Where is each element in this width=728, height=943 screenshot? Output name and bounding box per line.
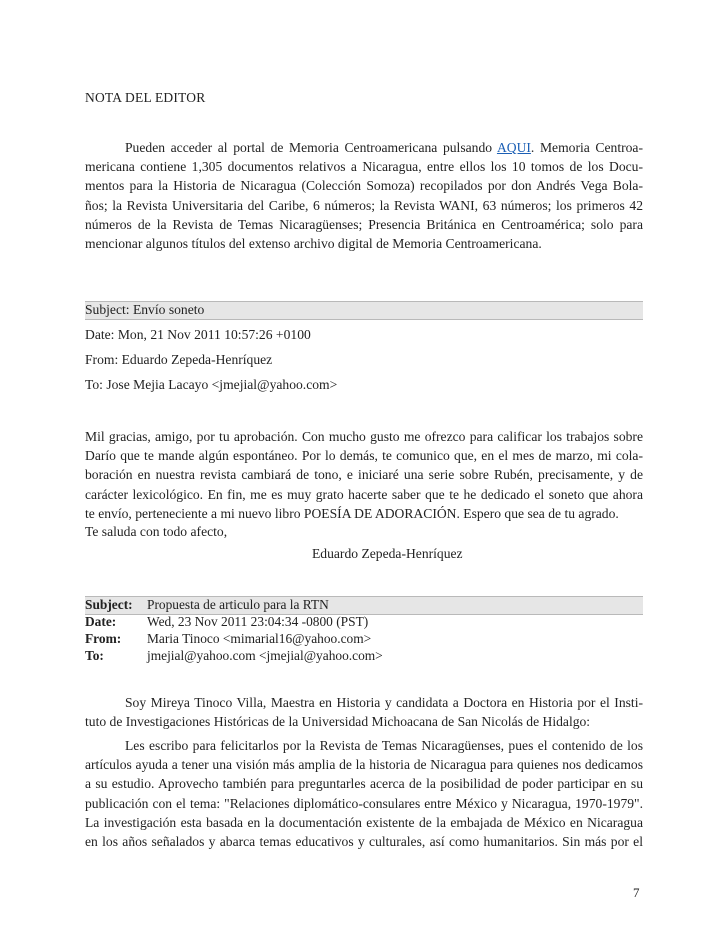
email1-date: Date: Mon, 21 Nov 2011 10:57:26 +0100 <box>85 327 311 342</box>
email2-body-line: en los años señalados y abarca temas educativos y culturales, así como humanitarios. Sin más por el <box>85 834 643 850</box>
intro-line: ños; la Revista Universitaria del Caribe, 6 números; la Revista WANI, 63 números; los primeros 42 <box>85 197 643 213</box>
email1-body-line: Darío que te mande algún espontáneo. Por lo demás, te comunico que, en el mes de marzo, mi cola- <box>85 448 643 464</box>
email2-date-label: Date: <box>85 614 117 629</box>
intro-text: Pueden acceder al portal de Memoria Centroamericana pulsando <box>125 140 497 155</box>
email1-body-line: te envío, perteneciente a mi nuevo libro POESÍA DE ADORACIÓN. Espero que sea de tu agrado. <box>85 505 619 521</box>
email2-date: Wed, 23 Nov 2011 23:04:34 -0800 (PST) <box>147 614 369 629</box>
email1-closing: Te saluda con todo afecto, <box>85 524 228 539</box>
aqui-link[interactable]: AQUI <box>496 140 531 155</box>
email2-from-label: From: <box>85 631 122 646</box>
intro-line: números de la Revista de Temas Nicaragüenses; Presencia Británica en Centroamérica; solo para <box>85 216 643 232</box>
email2-subject: Propuesta de articulo para la RTN <box>147 597 329 612</box>
email1-signature: Eduardo Zepeda-Henríquez <box>312 546 463 561</box>
email2-body-line: La investigación esta basada en la documentación existente de la embajada de México en Nicaragua <box>85 814 643 830</box>
email1-to: To: Jose Mejia Lacayo <jmejial@yahoo.com> <box>85 377 338 392</box>
intro-paragraph <box>85 138 643 253</box>
email1-from: From: Eduardo Zepeda-Henríquez <box>85 352 273 367</box>
intro-text-cont: . Memoria Centroa- <box>530 140 643 155</box>
email2-from: Maria Tinoco <mimarial16@yahoo.com> <box>147 631 372 646</box>
email2-paragraph-1 <box>85 693 643 731</box>
email1-body-line: boración en nuestra revista cambiará de tono, e iniciaré una serie sobre Rubén, precisamente, y de <box>85 467 643 483</box>
email2-body-line: publicación con el tema: "Relaciones diplomático-consulares entre México y Nicaragua, 1970-1979". <box>85 795 643 811</box>
email1-subject: Subject: Envío soneto <box>85 302 205 317</box>
email2-body-line: artículos ayuda a tener una visión más amplia de la historia de Nicaragua para quienes nos dedicamos <box>85 757 643 773</box>
email1-body <box>85 427 643 523</box>
email2-subject-label: Subject: <box>85 597 133 612</box>
email2-body-line: Soy Mireya Tinoco Villa, Maestra en Historia y candidata a Doctora en Historia por el Insti- <box>125 695 643 710</box>
page-title: NOTA DEL EDITOR <box>85 90 206 105</box>
email2-body-line: Les escribo para felicitarlos por la Revista de Temas Nicaragüenses, pues el contenido de los <box>125 738 643 753</box>
email1-body-line: Mil gracias, amigo, por tu aprobación. Con mucho gusto me ofrezco para calificar los trabajos sobre <box>85 429 643 444</box>
intro-line: mentos para la Historia de Nicaragua (Colección Somoza) recopilados por don Andrés Vega Bola- <box>85 178 643 194</box>
email2-body-line: tuto de Investigaciones Históricas de la Universidad Michoacana de San Nicolás de Hidalgo: <box>85 714 591 730</box>
email2-body-line: a su estudio. Aprovecho también para preguntarles acerca de la posibilidad de poder participar en su <box>85 776 643 792</box>
email2-to-label: To: <box>85 648 104 663</box>
intro-line-1 <box>85 138 643 157</box>
email1-body-line: carácter lexicológico. En fin, me es muy grato hacerte saber que te he dedicado el soneto que ahora <box>85 486 643 502</box>
email2-to: jmejial@yahoo.com <jmejial@yahoo.com> <box>147 648 383 663</box>
email2-paragraph-2 <box>85 736 643 851</box>
intro-line: mencionar algunos títulos del extenso archivo digital de Memoria Centroamericana. <box>85 236 542 252</box>
page-number: 7 <box>633 885 640 900</box>
intro-line: mericana contiene 1,305 documentos relativos a Nicaragua, entre ellos los 10 tomos de los Docu- <box>85 159 643 175</box>
